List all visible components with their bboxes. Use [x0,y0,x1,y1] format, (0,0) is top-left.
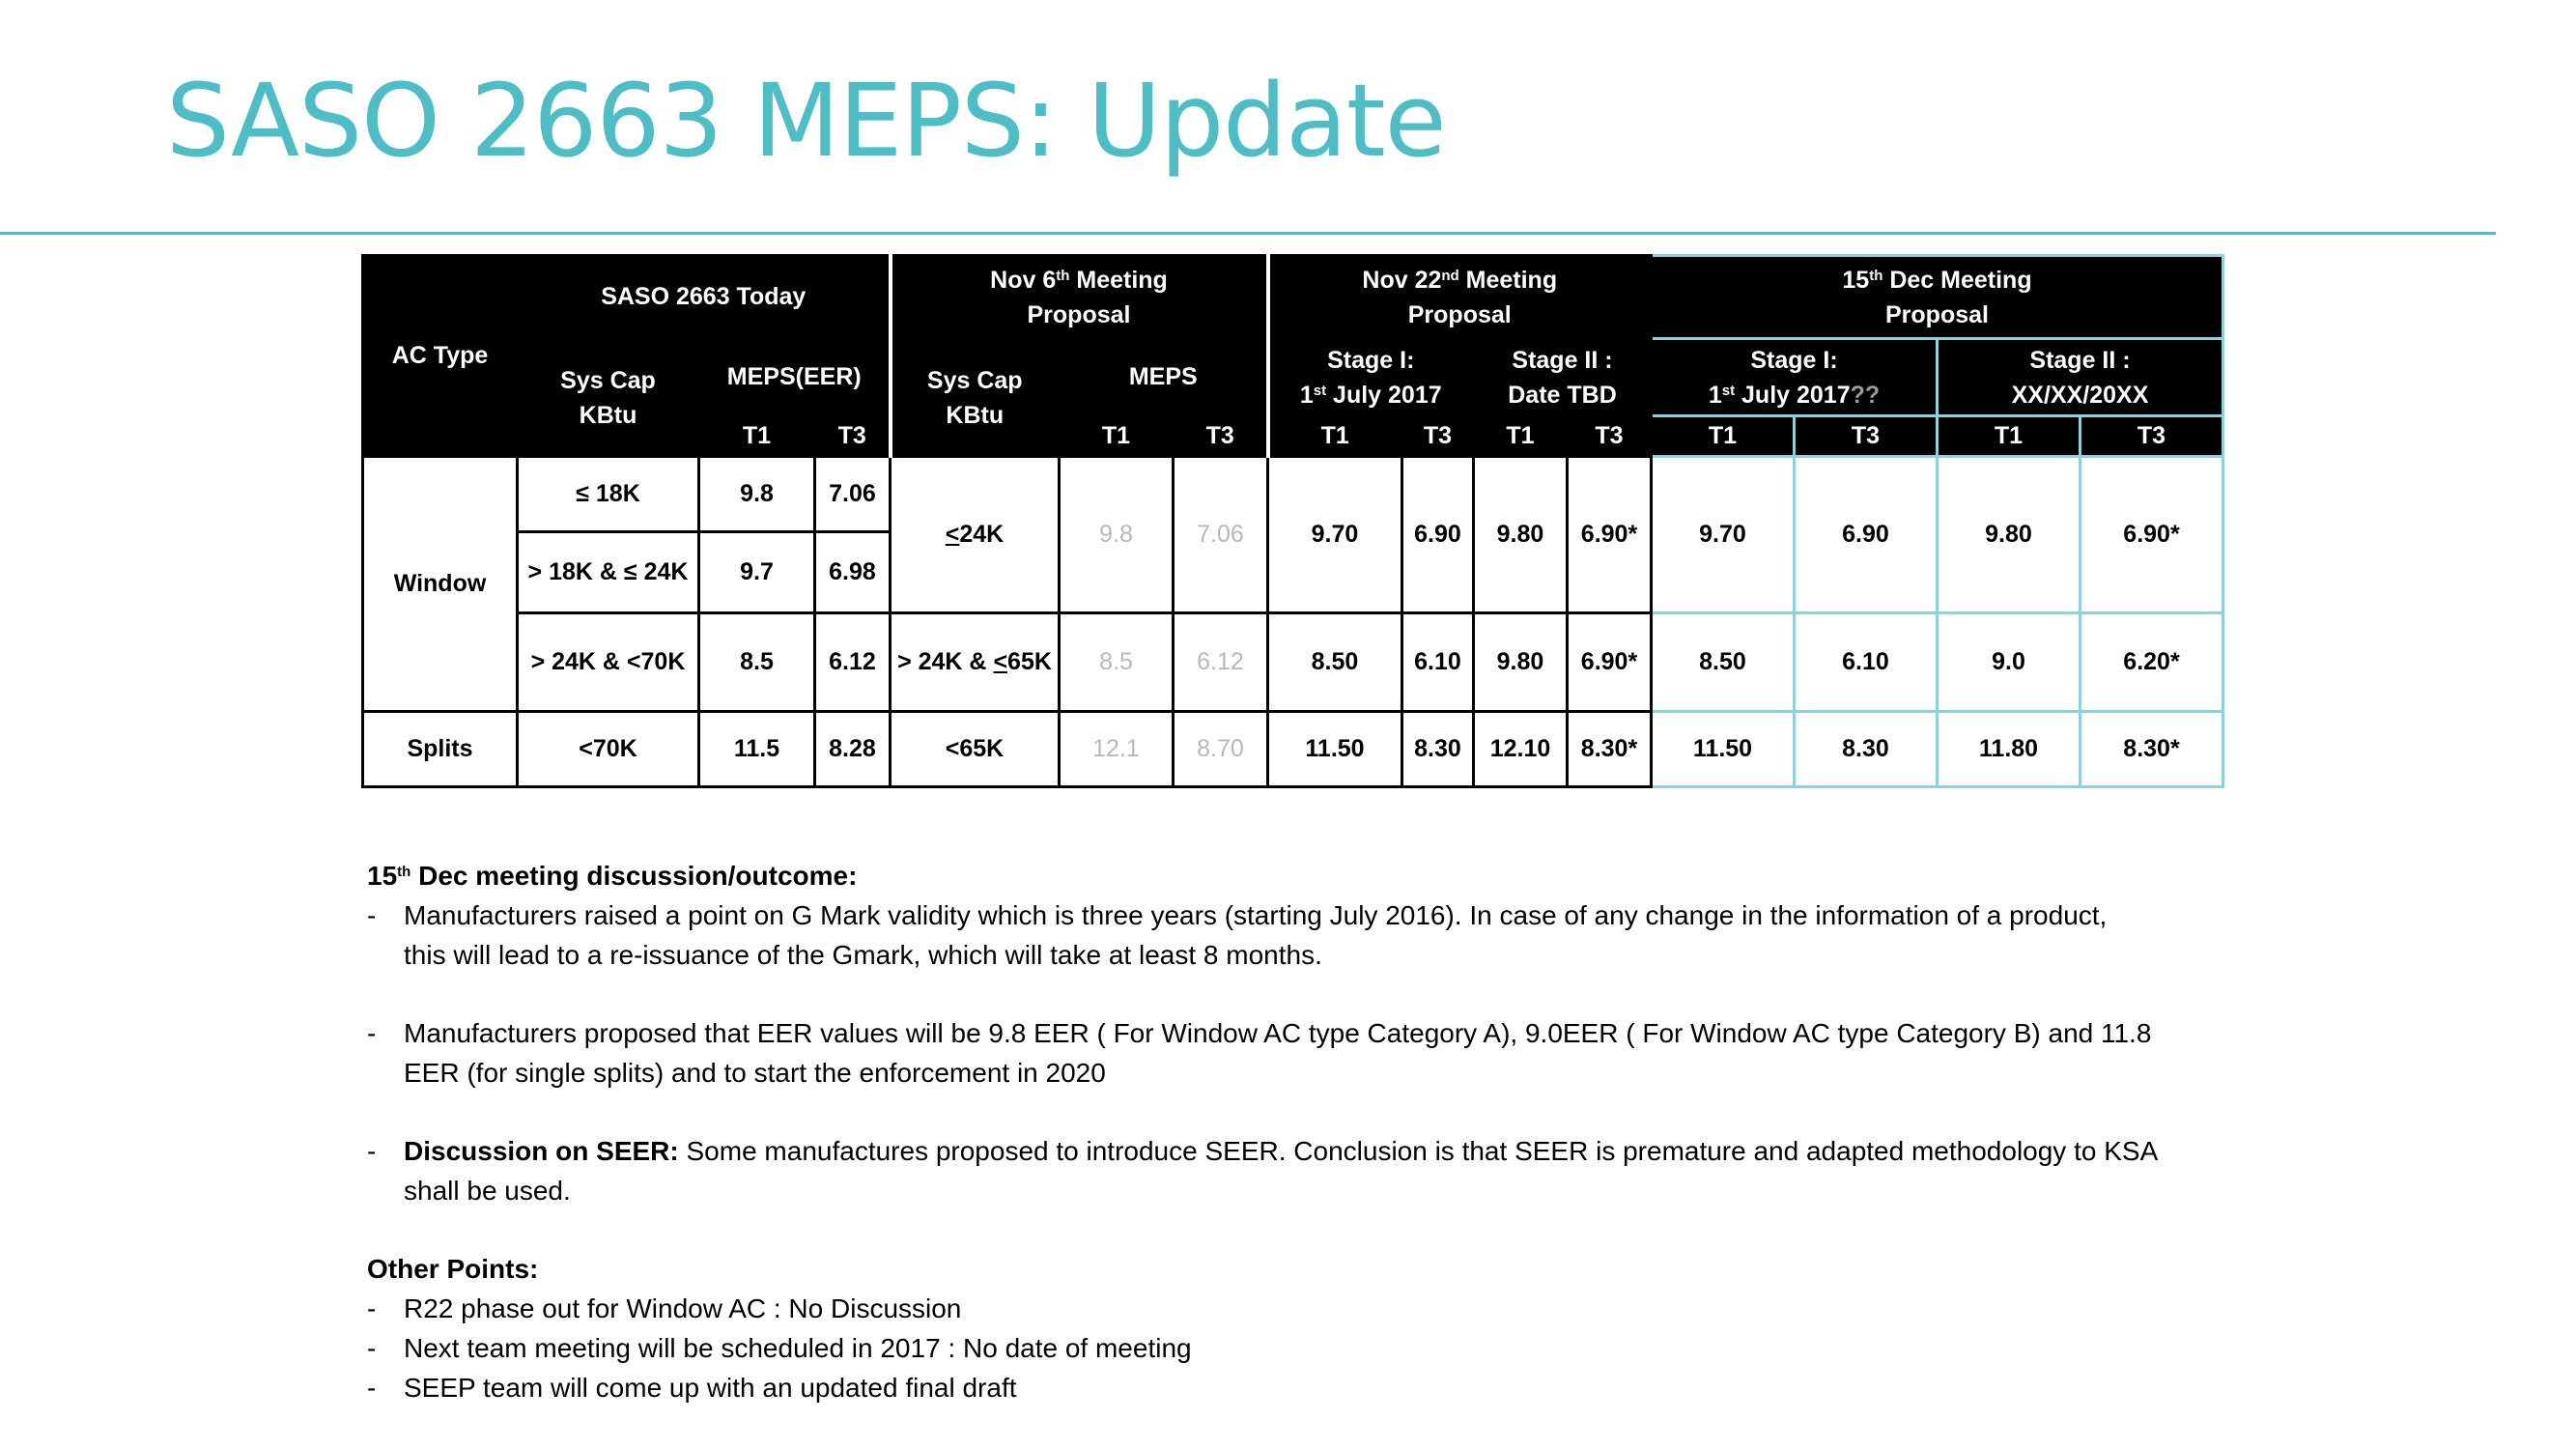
nov6-cap-cell: <65K [891,712,1060,787]
list-item: - Discussion on SEER: Some manufactures proposed to introduce SEER. Conclusion is that SEER is premature and adapted methodology to KSA shall be used. [367,1136,2159,1206]
nov22-stage1-header: Stage I: 1st July 2017 [1268,339,1474,416]
nov22-s2-t1-cell: 12.10 [1474,712,1568,787]
splits-label-cell: Splits [363,712,518,787]
dec15-s2-t1-cell: 9.0 [1938,613,2081,712]
nov22-s1-t3-cell: 8.30 [1402,712,1474,787]
dec15-s1-t3-header: T3 [1795,416,1938,457]
dec15-s1-t1-cell: 8.50 [1652,613,1795,712]
nov22-stage2-header: Stage II : Date TBD [1474,339,1652,416]
saso-today-header: SASO 2663 Today [518,256,891,339]
list-item: - SEEP team will come up with an updated final draft [367,1373,1017,1403]
nov6-cap-cell: > 24K & <65K [891,613,1060,712]
nov22-s2-t1-header: T1 [1474,416,1568,457]
saso-cap-cell: > 18K & ≤ 24K [518,532,699,613]
dec15-s1-t1-header: T1 [1652,416,1795,457]
saso-sys-cap-header: Sys Cap KBtu [518,339,699,457]
nov22-s1-t3-cell: 6.10 [1402,613,1474,712]
saso-t3-cell: 7.06 [815,457,891,532]
window-label-cell: Window [363,457,518,712]
saso-t1-cell: 9.7 [699,532,815,613]
list-item: - Next team meeting will be scheduled in 2017 : No date of meeting [367,1333,1192,1363]
nov22-s2-t3-cell: 8.30* [1568,712,1652,787]
dec15-s2-t3-header: T3 [2081,416,2223,457]
dec15-s1-t3-cell: 8.30 [1795,712,1938,787]
nov6-t1-header: T1 [1060,416,1174,457]
table-row [363,457,2223,532]
saso-t1-cell: 9.8 [699,457,815,532]
dec15-s1-t1-cell: 9.70 [1652,457,1795,613]
nov22-s2-t3-cell: 6.90* [1568,457,1652,613]
nov6-t3-cell: 6.12 [1174,613,1268,712]
nov22-s2-t1-cell: 9.80 [1474,613,1568,712]
nov22-s2-t1-cell: 9.80 [1474,457,1568,613]
ac-type-header: AC Type [363,256,518,457]
dec15-s2-t1-header: T1 [1938,416,2081,457]
dec15-proposal-header: 15th Dec Meeting Proposal [1652,256,2223,339]
other-points-heading: Other Points: [367,1254,539,1284]
dec15-s1-t3-cell: 6.90 [1795,457,1938,613]
nov22-proposal-header: Nov 22nd Meeting Proposal [1268,256,1652,339]
table-row [363,613,2223,712]
nov22-s1-t1-cell: 11.50 [1268,712,1402,787]
nov6-sys-cap-header: Sys Cap KBtu [891,339,1060,457]
nov6-t1-cell: 8.5 [1060,613,1174,712]
nov6-t3-header: T3 [1174,416,1268,457]
nov22-s1-t1-cell: 8.50 [1268,613,1402,712]
saso-cap-cell: <70K [518,712,699,787]
nov6-meps-header: MEPS [1060,339,1268,416]
dec15-s2-t1-cell: 9.80 [1938,457,2081,613]
dec15-stage2-header: Stage II : XX/XX/20XX [1938,339,2223,416]
nov22-s1-t1-header: T1 [1268,416,1402,457]
saso-t3-cell: 6.98 [815,532,891,613]
saso-cap-cell: ≤ 18K [518,457,699,532]
list-item: - Manufacturers proposed that EER values will be 9.8 EER ( For Window AC type Category A), 9.0EER ( For Window AC type Category B) and 11.8 EER (for single splits) and to start the enforcement in 2020 [367,1018,2152,1088]
nov6-t3-cell: 7.06 [1174,457,1268,613]
page-title: SASO 2663 MEPS: Update [166,62,1446,180]
meps-comparison-table [361,254,2224,788]
saso-t3-cell: 8.28 [815,712,891,787]
dec15-s2-t1-cell: 11.80 [1938,712,2081,787]
nov6-t3-cell: 8.70 [1174,712,1268,787]
nov6-proposal-header: Nov 6th Meeting Proposal [891,256,1268,339]
saso-cap-cell: > 24K & <70K [518,613,699,712]
saso-t1-header: T1 [699,416,815,457]
dec15-s1-t1-cell: 11.50 [1652,712,1795,787]
nov6-t1-cell: 12.1 [1060,712,1174,787]
dec15-outcome-heading: 15th Dec meeting discussion/outcome: [367,861,858,891]
dec15-s2-t3-cell: 6.90* [2081,457,2223,613]
dec15-s1-t3-cell: 6.10 [1795,613,1938,712]
saso-t3-header: T3 [815,416,891,457]
nov22-s2-t3-cell: 6.90* [1568,613,1652,712]
saso-meps-eer-header: MEPS(EER) [699,339,891,416]
nov6-t1-cell: 9.8 [1060,457,1174,613]
saso-t3-cell: 6.12 [815,613,891,712]
list-item: - Manufacturers raised a point on G Mark validity which is three years (starting July 2016). In case of any change in the information of a product, this will lead to a re-issuance of the Gmark, which will take at least 8 months. [367,900,2108,970]
list-item: - R22 phase out for Window AC : No Discussion [367,1293,962,1323]
dec15-stage1-header: Stage I: 1st July 2017?? [1652,339,1938,416]
nov22-s1-t1-cell: 9.70 [1268,457,1402,613]
title-divider [0,232,2496,235]
dec15-s2-t3-cell: 8.30* [2081,712,2223,787]
nov22-s1-t3-cell: 6.90 [1402,457,1474,613]
nov22-s1-t3-header: T3 [1402,416,1474,457]
meeting-notes [367,856,2299,1407]
saso-t1-cell: 8.5 [699,613,815,712]
nov22-s2-t3-header: T3 [1568,416,1652,457]
dec15-s2-t3-cell: 6.20* [2081,613,2223,712]
nov6-cap-cell: <24K [891,457,1060,613]
table-row [363,712,2223,787]
saso-t1-cell: 11.5 [699,712,815,787]
